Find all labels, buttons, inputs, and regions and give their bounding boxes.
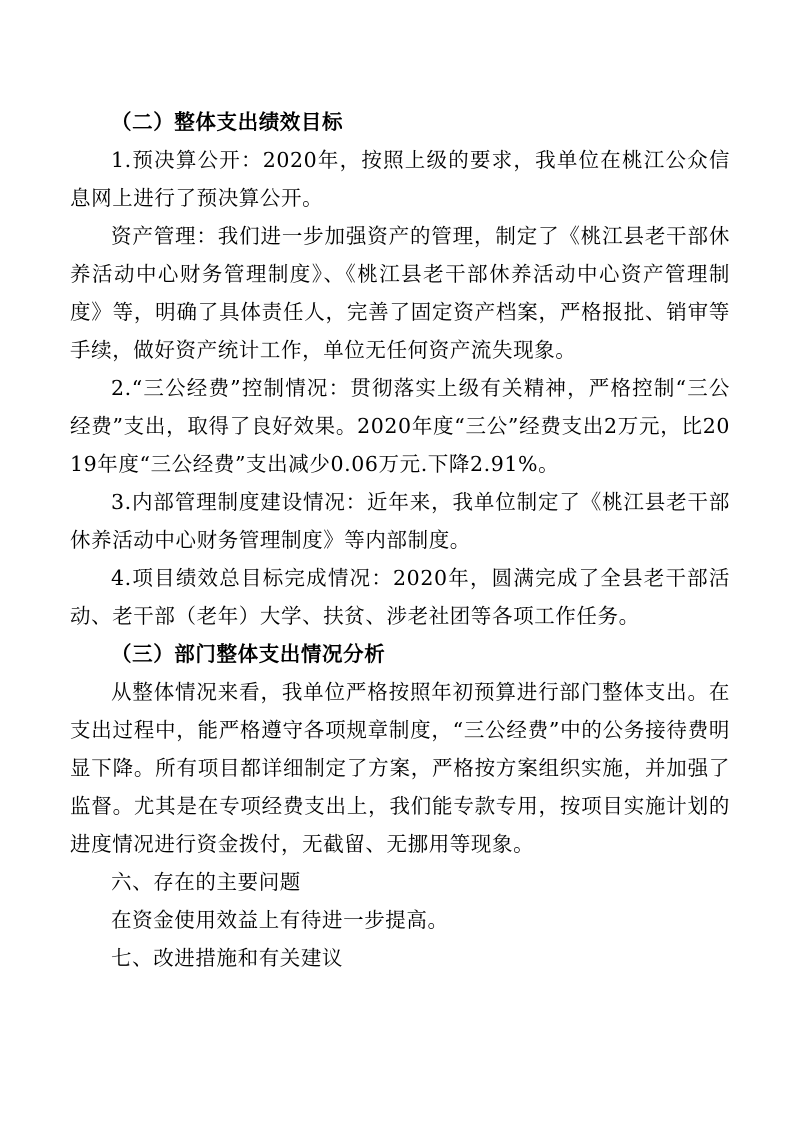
subheading-overall-expenditure-goals: （二）整体支出绩效目标 <box>111 110 344 134</box>
paragraph-asset-management: 资产管理：我们进一步加强资产的管理，制定了《桃江县老干部休养活动中心财务管理制度》、《桃江县老干部休养活动中心资产管理制度》等，明确了具体责任人，完善了固定资产档案，严格报批、销审等手续，做好资产统计工作，单位无任何资产流失现象。 <box>70 224 730 362</box>
paragraph-problems: 在资金使用效益上有待进一步提高。 <box>111 908 449 932</box>
heading-improvement-measures: 七、改进措施和有关建议 <box>111 946 344 970</box>
paragraph-internal-management: 3.内部管理制度建设情况：近年来，我单位制定了《桃江县老干部休养活动中心财务管理制度》等内部制度。 <box>70 490 730 552</box>
subheading-expenditure-analysis: （三）部门整体支出情况分析 <box>111 642 386 666</box>
heading-main-problems: 六、存在的主要问题 <box>111 870 301 894</box>
paragraph-three-public-expenses: 2.“三公经费”控制情况：贯彻落实上级有关精神，严格控制“三公经费”支出，取得了良好效果。2020年度“三公”经费支出2万元，比2019年度“三公经费”支出减少0.06万元.下降2.91%。 <box>70 376 730 476</box>
paragraph-project-goals: 4.项目绩效总目标完成情况：2020年，圆满完成了全县老干部活动、老干部（老年）大学、扶贫、涉老社团等各项工作任务。 <box>70 566 731 628</box>
paragraph-budget-disclosure: 1.预决算公开：2020年，按照上级的要求，我单位在桃江公众信息网上进行了预决算公开。 <box>70 148 730 210</box>
paragraph-overall-analysis: 从整体情况来看，我单位严格按照年初预算进行部门整体支出。在支出过程中，能严格遵守各项规章制度，“三公经费”中的公务接待费明显下降。所有项目都详细制定了方案，严格按方案组织实施，并加强了监督。尤其是在专项经费支出上，我们能专款专用，按项目实施计划的进度情况进行资金拨付，无截留、无挪用等现象。 <box>70 680 730 856</box>
document-body <box>70 103 730 977</box>
